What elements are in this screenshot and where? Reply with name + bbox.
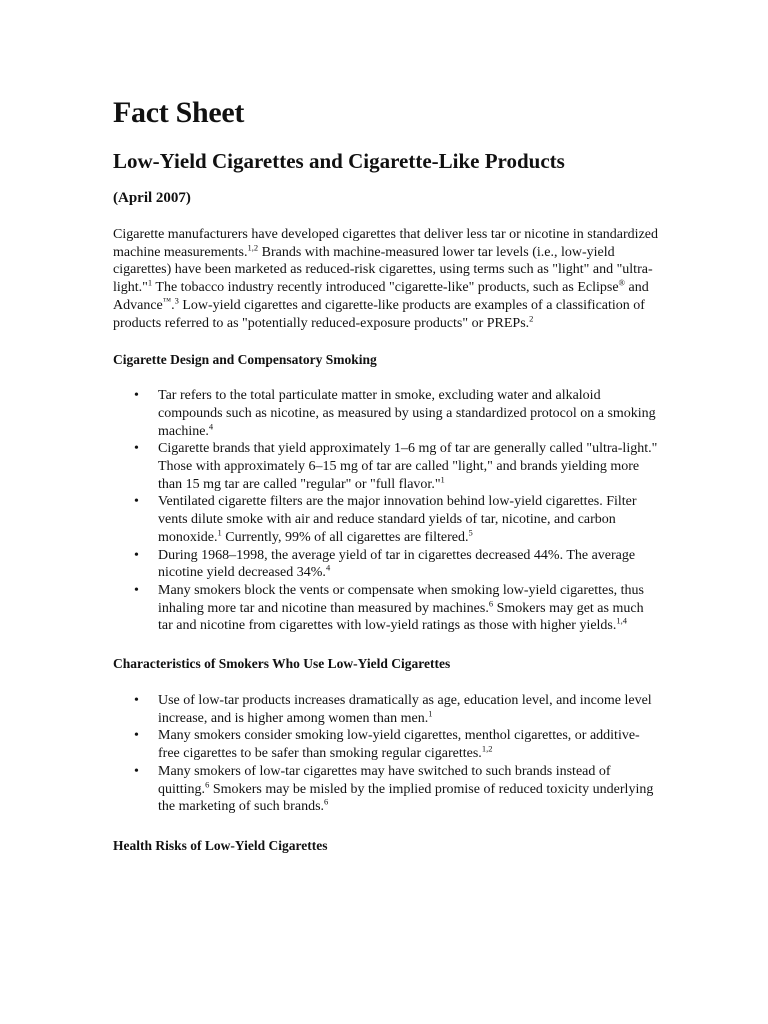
bullet-marker: • xyxy=(134,494,139,510)
list-item-text: During 1968–1998, the average yield of tar in cigarettes decreased 44%. The average nicotine yield decreased 34%. xyxy=(158,547,636,581)
bullet-marker: • xyxy=(134,547,139,563)
list-item xyxy=(113,692,658,727)
fact-sheet-page xyxy=(113,94,658,855)
list-item-text: Currently, 99% of all cigarettes are filtered. xyxy=(221,529,469,545)
footnote-ref: 1 xyxy=(147,277,153,288)
section-heading-cigarette-design: Cigarette Design and Compensatory Smoking xyxy=(113,352,377,368)
registered-mark: ® xyxy=(618,277,626,288)
footnote-ref: 6 xyxy=(488,598,494,608)
intro-text: Brands with machine-measured lower tar levels (i.e., low-yield cigarettes) have been marketed as reduced-risk cigarettes, using terms such as "light" and "ultra-light." xyxy=(113,244,653,296)
footnote-ref: 6 xyxy=(205,778,210,789)
intro-text: Cigarette manufacturers have developed cigarettes that deliver less tar or nicotine in standardized machine measurements. xyxy=(113,227,658,260)
footnote-ref: 1,4 xyxy=(616,615,628,626)
document-subtitle: Low-Yield Cigarettes and Cigarette-Like Products xyxy=(113,149,565,173)
smoker-characteristics-list xyxy=(113,692,658,816)
footnote-ref: 2 xyxy=(529,312,534,323)
list-item xyxy=(113,387,658,440)
footnote-ref: 1,2 xyxy=(481,743,493,754)
footnote-ref: 4 xyxy=(208,420,214,431)
page-title: Fact Sheet xyxy=(113,96,245,129)
list-item-text: Many smokers of low-tar cigarettes may have switched to such brands instead of quitting. xyxy=(158,763,611,797)
publication-date: (April 2007) xyxy=(113,190,191,206)
bullet-marker: • xyxy=(134,582,139,598)
section-heading-health-risks: Health Risks of Low-Yield Cigarettes xyxy=(113,837,328,853)
list-item-text: Tar refers to the total particulate matter in smoke, excluding water and alkaloid compounds such as nicotine, as measured by using a standardized protocol on a smoking machine. xyxy=(158,388,656,439)
footnote-ref: 5 xyxy=(468,527,473,538)
trademark-mark: ™ xyxy=(162,295,172,306)
cigarette-design-list xyxy=(113,387,658,635)
list-item-text: Many smokers block the vents or compensate when smoking low-yield cigarettes, thus inhaling more tar and nicotine than measured by machines. xyxy=(158,582,645,616)
list-item-text: Many smokers consider smoking low-yield cigarettes, menthol cigarettes, or additive-free cigarettes to be safer than smoking regular cigarettes. xyxy=(158,728,640,762)
list-item-text: Ventilated cigarette filters are the major innovation behind low-yield cigarettes. Filter vents dilute smoke with air and reduce standard yields of tar, nicotine, and carbon monoxide. xyxy=(158,494,637,545)
footnote-ref: 4 xyxy=(325,562,331,573)
intro-text: . xyxy=(171,297,175,313)
intro-text: The tobacco industry recently introduced "cigarette-like" products, such as Eclipse xyxy=(152,280,619,296)
list-item xyxy=(113,763,658,816)
list-item-text: Use of low-tar products increases dramatically as age, education level, and income level increase, and is higher among women than men. xyxy=(158,693,652,726)
bullet-marker: • xyxy=(134,441,139,457)
list-item xyxy=(113,582,658,635)
bullet-marker: • xyxy=(134,728,139,744)
footnote-ref: 1 xyxy=(440,474,445,485)
list-item-text: Cigarette brands that yield approximately 1–6 mg of tar are generally called "ultra-light." Those with approximately 6–15 mg of tar are called "light," and brands yielding more than 15 mg tar are called "regular" or "full flavor." xyxy=(158,441,658,492)
list-item-text: Smokers may get as much tar and nicotine from cigarettes with low-yield ratings as those with higher yields. xyxy=(158,600,644,634)
bullet-marker: • xyxy=(134,693,139,709)
bullet-marker: • xyxy=(134,388,139,404)
list-item xyxy=(113,440,658,493)
list-item xyxy=(113,727,658,762)
footnote-ref: 6 xyxy=(324,796,329,807)
footnote-ref: 1,2 xyxy=(247,242,259,253)
list-item-text: Smokers may be misled by the implied promise of reduced toxicity underlying the marketing of such brands. xyxy=(158,781,654,815)
bullet-marker: • xyxy=(134,763,139,779)
footnote-ref: 1 xyxy=(428,708,433,719)
list-item xyxy=(113,493,658,546)
intro-text: Low-yield cigarettes and cigarette-like products are examples of a classification of products referred to as "potentially reduced-exposure products" or PREPs. xyxy=(113,297,645,331)
list-item xyxy=(113,547,658,582)
intro-text: and Advance xyxy=(113,280,649,313)
intro-paragraph xyxy=(113,226,658,332)
footnote-ref: 3 xyxy=(174,295,179,306)
footnote-ref: 1 xyxy=(217,527,222,538)
section-heading-smoker-characteristics: Characteristics of Smokers Who Use Low-Yield Cigarettes xyxy=(113,656,451,672)
